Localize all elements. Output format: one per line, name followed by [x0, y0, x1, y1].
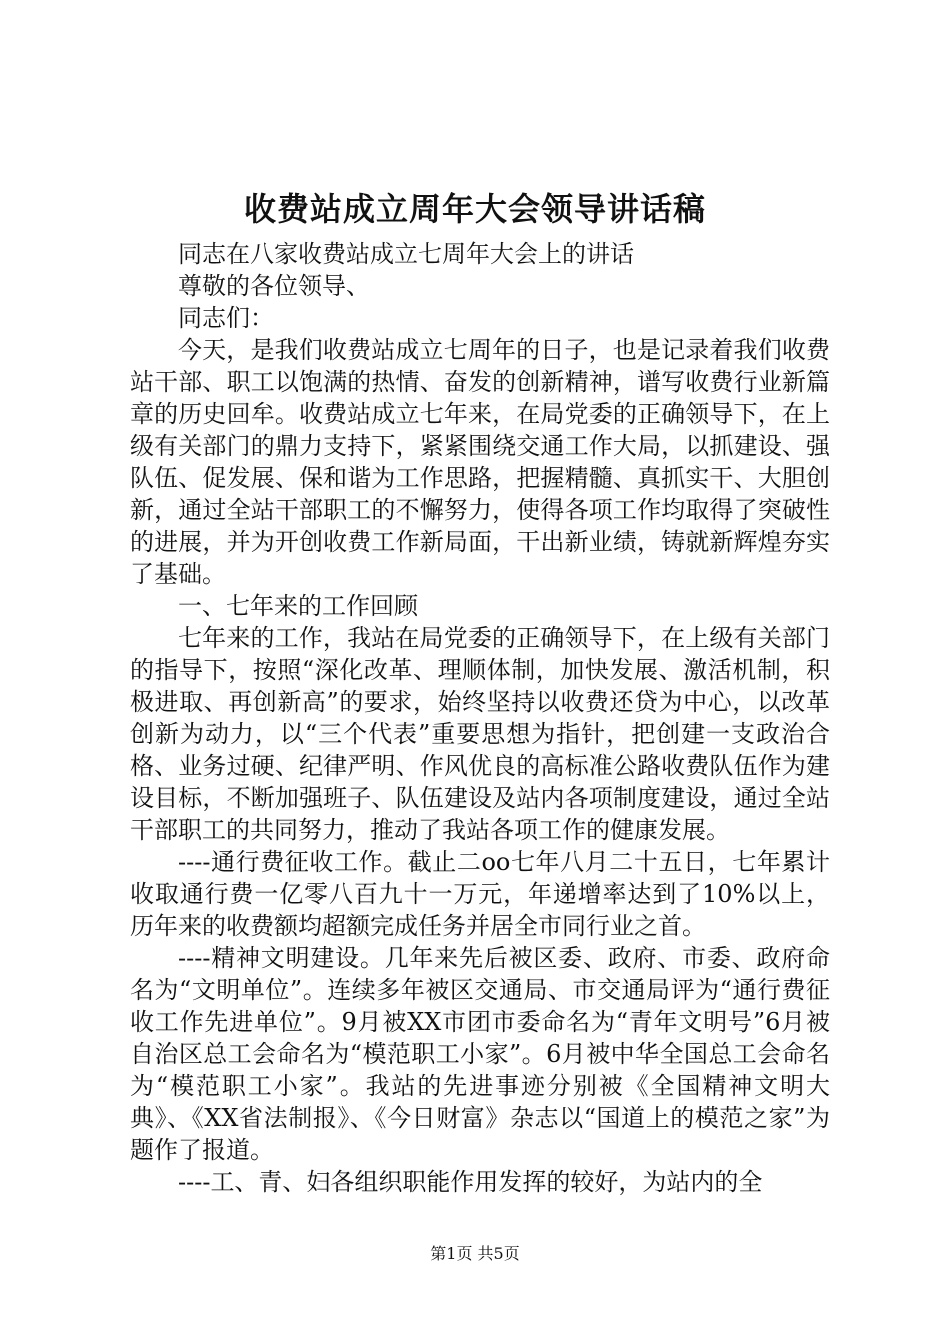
paragraph-review: 七年来的工作，我站在局党委的正确领导下，在上级有关部门的指导下，按照“深化改革、理顺体制，加快发展、激活机制，积极进取、再创新高”的要求，始终坚持以收费还贷为中心，以改革创新为动力，以“三个代表”重要思想为指针，把创建一支政治合格、业务过硬、纪律严明、作风优良的高标准公路收费队伍作为建设目标，不断加强班子、队伍建设及站内各项制度建设，通过全站干部职工的共同努力，推动了我站各项工作的健康发展。 — [130, 624, 830, 844]
paragraph-opening: 今天，是我们收费站成立七周年的日子，也是记录着我们收费站干部、职工以饱满的热情、奋发的创新精神，谱写收费行业新篇章的历史回牟。收费站成立七年来，在局党委的正确领导下，在上级有关部门的鼎力支持下，紧紧围绕交通工作大局，以抓建设、强队伍、促发展、保和谐为工作思路，把握精髓、真抓实干、大胆创新，通过全站干部职工的不懈努力，使得各项工作均取得了突破性的进展，并为开创收费工作新局面，干出新业绩，铸就新辉煌夯实了基础。 — [130, 336, 830, 588]
section-heading-review: 一、七年来的工作回顾 — [178, 592, 418, 620]
paragraph-organizations: ----工、青、妇各组织职能作用发挥的较好，为站内的全 — [178, 1168, 763, 1196]
document-body — [130, 238, 830, 1198]
document-title: 收费站成立周年大会领导讲话稿 — [243, 190, 706, 228]
paragraph-salutation-leaders: 尊敬的各位领导、 — [178, 272, 370, 300]
paragraph-toll-collection: ----通行费征收工作。截止二oo七年八月二十五日，七年累计收取通行费一亿零八百九十一万元，年递增率达到了10%以上，历年来的收费额均超额完成任务并居全市同行业之首。 — [130, 848, 830, 940]
page-number-footer: 第1页 共5页 — [430, 1244, 520, 1263]
paragraph-speech-heading: 同志在八家收费站成立七周年大会上的讲话 — [178, 240, 634, 268]
paragraph-civilization-building: ----精神文明建设。几年来先后被区委、政府、市委、政府命名为“文明单位”。连续多年被区交通局、市交通局评为“通行费征收工作先进单位”。9月被XX市团市委命名为“青年文明号”6月被自治区总工会命名为“模范职工小家”。6月被中华全国总工会命名为“模范职工小家”。我站的先进事迹分别被《全国精神文明大典》、《XX省法制报》、《今日财富》杂志以“国道上的模范之家”为题作了报道。 — [130, 944, 830, 1164]
paragraph-salutation-comrades: 同志们： — [178, 304, 274, 332]
